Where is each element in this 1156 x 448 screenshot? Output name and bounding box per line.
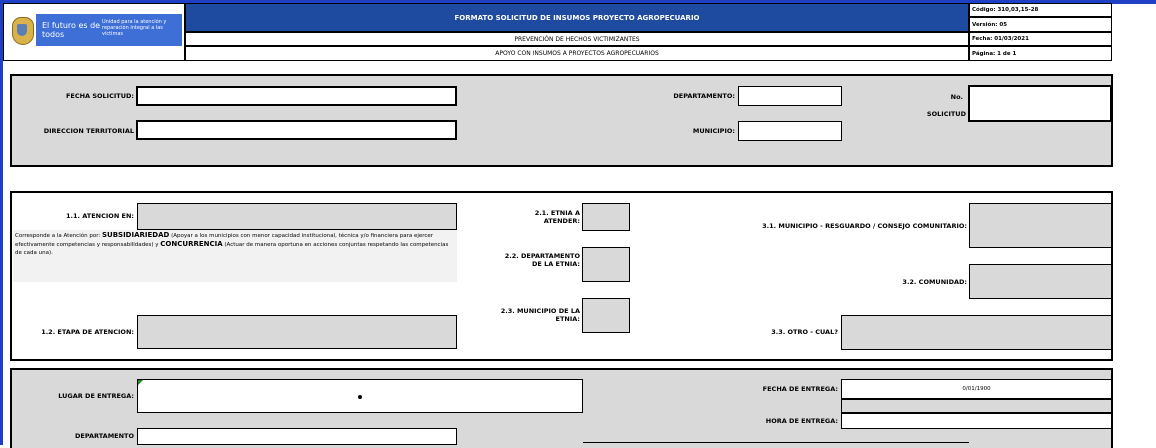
etapa-atencion-field[interactable] <box>137 315 457 349</box>
form-subtitle-2: APOYO CON INSUMOS A PROYECTOS AGROPECUARIOS <box>185 46 969 61</box>
fecha-entrega-label: FECHA DE ENTREGA: <box>762 385 838 393</box>
fecha-entrega-field[interactable] <box>841 379 1112 399</box>
form-subtitle-1: PREVENCIÓN DE HECHOS VICTIMIZANTES <box>185 32 969 46</box>
doc-date: Fecha: 01/03/2021 <box>969 32 1112 46</box>
fecha-entrega-value: 0/01/1900 <box>962 386 991 392</box>
otro-cual-field[interactable] <box>841 315 1112 350</box>
comunidad-field[interactable] <box>969 264 1112 299</box>
etnia-atender-label: 2.1. ETNIA A ATENDER: <box>534 209 580 225</box>
departamento-etnia-field[interactable] <box>582 247 630 282</box>
numero-solicitud-field[interactable] <box>968 85 1112 122</box>
fecha-solicitud-label: FECHA SOLICITUD: <box>65 92 134 100</box>
direccion-territorial-field[interactable] <box>136 120 457 140</box>
departamento-label: DEPARTAMENTO: <box>673 92 735 100</box>
departamento-entrega-field[interactable] <box>137 428 457 445</box>
municipio-etnia-label: 2.3. MUNICIPIO DE LA ETNIA: <box>500 307 580 323</box>
direccion-territorial-label: DIRECCION TERRITORIAL <box>43 127 134 135</box>
doc-version: Versión: 05 <box>969 17 1112 32</box>
etnia-atender-field[interactable] <box>582 203 630 231</box>
logo-sub-text: Unidad para la atención y reparación integral a las víctimas <box>102 19 167 37</box>
hora-entrega-field[interactable] <box>841 413 1112 429</box>
municipio-resguardo-field[interactable] <box>969 203 1112 248</box>
atencion-note: Corresponde a la Atención por: SUBSIDIARIEDAD (Apoyar a los municipios con menor capacidad institucional, técnica y/o financiera para ejercer efectivamente competencias y responsabilidades) y CONCURRENCIA (Actuar de manera oportuna en acciones conjuntas respetando las competencias de cada una). <box>13 230 457 282</box>
atencion-en-label: 1.1. ATENCION EN: <box>66 212 134 220</box>
logo <box>36 14 182 46</box>
lugar-entrega-label: LUGAR DE ENTREGA: <box>58 392 134 400</box>
lugar-entrega-field[interactable] <box>137 379 583 413</box>
departamento-etnia-label: 2.2. DEPARTAMENTO DE LA ETNIA: <box>504 252 580 268</box>
doc-code: Código: 310,03,15-28 <box>969 3 1112 17</box>
atencion-en-field[interactable] <box>137 203 457 230</box>
coat-of-arms-icon <box>12 17 34 45</box>
municipio-etnia-field[interactable] <box>582 298 630 333</box>
bullet-dot-icon <box>358 395 362 399</box>
municipio-label: MUNICIPIO: <box>692 127 735 135</box>
logo-main-text: El futuro es de todos <box>42 21 101 39</box>
fecha-entrega-subrow <box>841 399 1112 413</box>
logo-cell <box>3 3 185 61</box>
form-title: FORMATO SOLICITUD DE INSUMOS PROYECTO AGROPECUARIO <box>185 3 969 32</box>
fecha-solicitud-field[interactable] <box>136 86 457 106</box>
otro-cual-label: 3.3. OTRO - CUAL? <box>771 328 838 336</box>
no-label: No. <box>950 93 963 101</box>
window-left-border <box>0 0 3 445</box>
cell-comment-marker-icon <box>138 380 143 385</box>
doc-page: Página: 1 de 1 <box>969 46 1112 61</box>
municipio-resguardo-label: 3.1. MUNICIPIO - RESGUARDO / CONSEJO COMUNITARIO: <box>762 222 967 230</box>
etapa-atencion-label: 1.2. ETAPA DE ATENCION: <box>41 328 134 336</box>
divider-line <box>583 442 969 443</box>
comunidad-label: 3.2. COMUNIDAD: <box>902 278 967 286</box>
departamento-entrega-label: DEPARTAMENTO <box>74 432 134 440</box>
municipio-field[interactable] <box>738 121 842 141</box>
solicitud-label: SOLICITUD <box>926 110 966 118</box>
hora-entrega-label: HORA DE ENTREGA: <box>765 417 838 425</box>
departamento-field[interactable] <box>738 86 842 106</box>
